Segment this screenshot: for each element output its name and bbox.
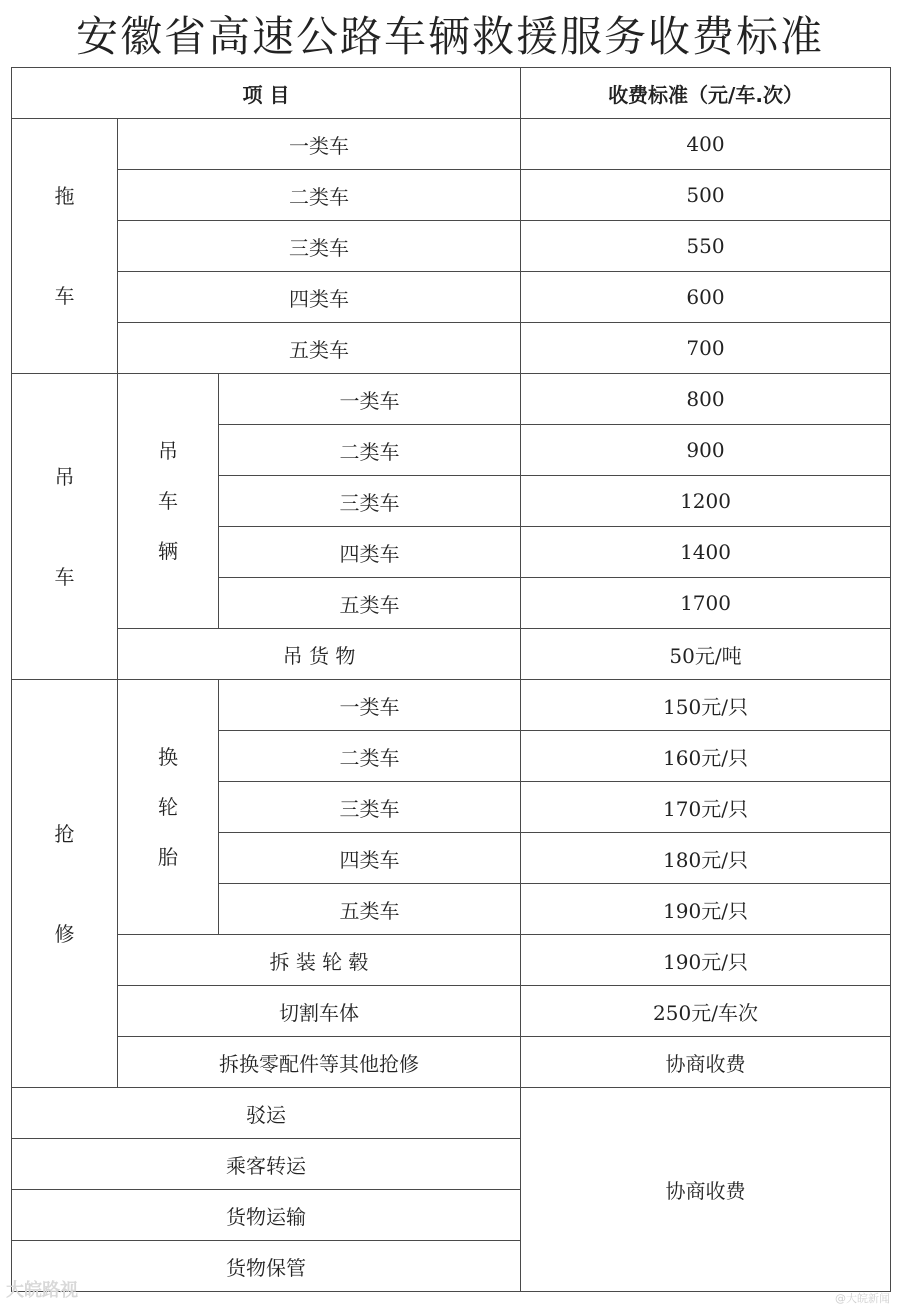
table-row <box>12 170 891 221</box>
vehicle-class: 二类车 <box>118 170 521 221</box>
header-fee: 收费标准（元/车.次） <box>521 68 891 119</box>
service-label: 切割车体 <box>118 986 521 1037</box>
fee-value: 1400 <box>521 527 891 578</box>
header-row <box>12 68 891 119</box>
service-label: 吊 货 物 <box>118 629 521 680</box>
table-row <box>12 680 891 731</box>
vehicle-class: 五类车 <box>118 323 521 374</box>
fee-value: 160元/只 <box>521 731 891 782</box>
fee-value: 900 <box>521 425 891 476</box>
subcategory-crane-vehicle: 吊 车 辆 <box>118 374 219 629</box>
fee-value: 190元/只 <box>521 935 891 986</box>
vehicle-class: 四类车 <box>219 527 521 578</box>
fee-value: 800 <box>521 374 891 425</box>
table-row <box>12 374 891 425</box>
category-repair: 抢 修 <box>12 680 118 1088</box>
watermark-logo: 大皖路视 <box>6 1280 78 1301</box>
service-label: 货物保管 <box>12 1241 521 1292</box>
service-label: 拆换零配件等其他抢修 <box>118 1037 521 1088</box>
vehicle-class: 三类车 <box>219 782 521 833</box>
service-label: 驳运 <box>12 1088 521 1139</box>
table-row <box>12 221 891 272</box>
fee-value: 700 <box>521 323 891 374</box>
vehicle-class: 二类车 <box>219 425 521 476</box>
table-row <box>12 272 891 323</box>
fee-value: 1700 <box>521 578 891 629</box>
table-row <box>12 629 891 680</box>
fee-value: 1200 <box>521 476 891 527</box>
page-title: 安徽省高速公路车辆救援服务收费标准 <box>75 12 824 61</box>
table-row <box>12 119 891 170</box>
fee-value: 150元/只 <box>521 680 891 731</box>
fee-value: 190元/只 <box>521 884 891 935</box>
fee-value: 协商收费 <box>521 1088 891 1292</box>
vehicle-class: 二类车 <box>219 731 521 782</box>
category-crane: 吊 车 <box>12 374 118 680</box>
table-row <box>12 1037 891 1088</box>
fee-value: 250元/车次 <box>521 986 891 1037</box>
table-row <box>12 323 891 374</box>
vehicle-class: 四类车 <box>219 833 521 884</box>
category-tow: 拖 车 <box>12 119 118 374</box>
fee-table <box>11 67 891 1292</box>
fee-value: 550 <box>521 221 891 272</box>
header-item: 项 目 <box>12 68 521 119</box>
service-label: 乘客转运 <box>12 1139 521 1190</box>
table-row <box>12 1088 891 1139</box>
fee-value: 500 <box>521 170 891 221</box>
vehicle-class: 一类车 <box>219 680 521 731</box>
fee-value: 50元/吨 <box>521 629 891 680</box>
vehicle-class: 一类车 <box>118 119 521 170</box>
subcategory-tire-change: 换 轮 胎 <box>118 680 219 935</box>
service-label: 拆 装 轮 毂 <box>118 935 521 986</box>
vehicle-class: 三类车 <box>219 476 521 527</box>
vehicle-class: 三类车 <box>118 221 521 272</box>
vehicle-class: 四类车 <box>118 272 521 323</box>
fee-value: 600 <box>521 272 891 323</box>
fee-value: 180元/只 <box>521 833 891 884</box>
table-row <box>12 986 891 1037</box>
vehicle-class: 一类车 <box>219 374 521 425</box>
watermark-text: @大皖新闻 <box>835 1292 890 1305</box>
service-label: 货物运输 <box>12 1190 521 1241</box>
table-row <box>12 935 891 986</box>
fee-value: 协商收费 <box>521 1037 891 1088</box>
vehicle-class: 五类车 <box>219 578 521 629</box>
vehicle-class: 五类车 <box>219 884 521 935</box>
fee-value: 170元/只 <box>521 782 891 833</box>
fee-value: 400 <box>521 119 891 170</box>
